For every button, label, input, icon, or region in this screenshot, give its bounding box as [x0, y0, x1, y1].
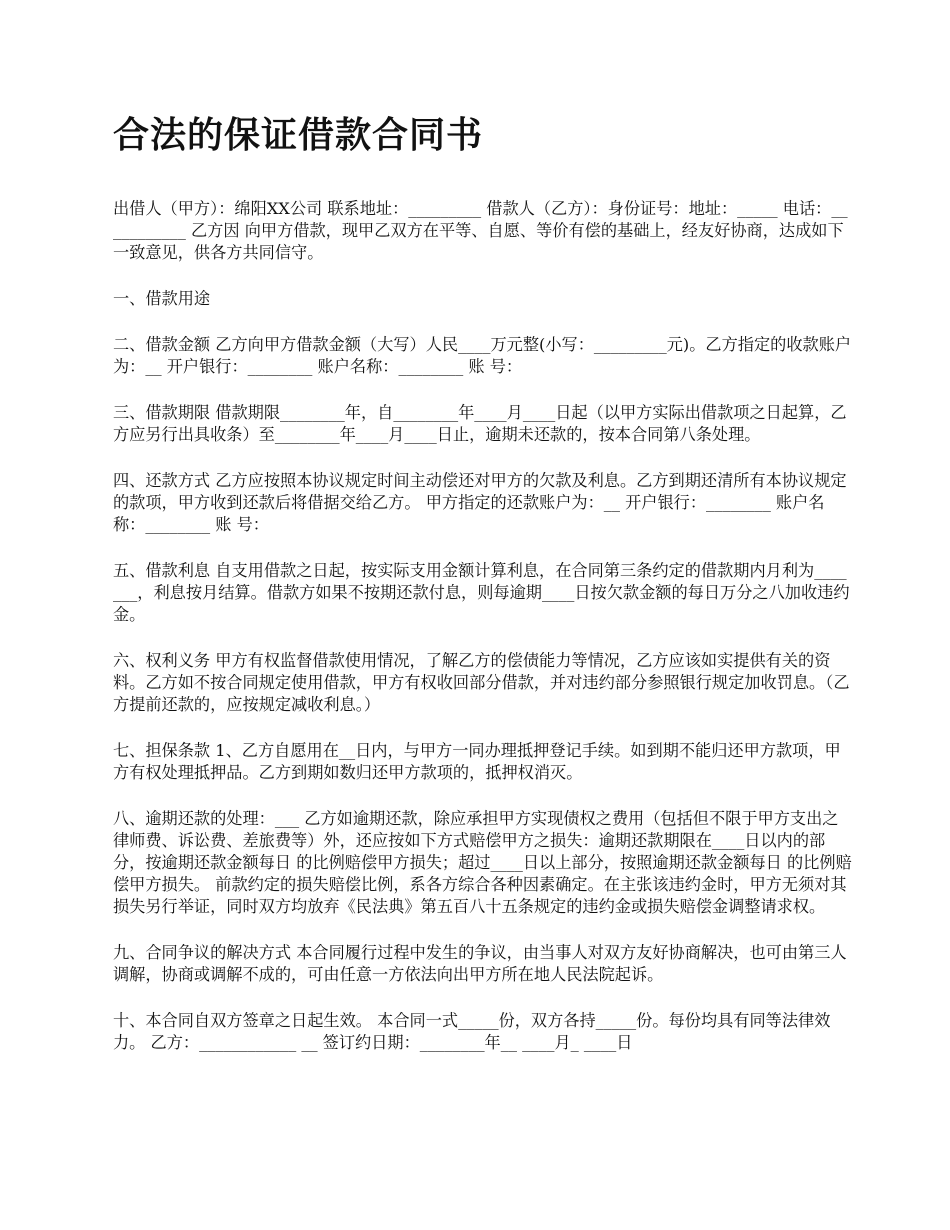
preamble-paragraph: 出借人（甲方）：绵阳XX公司 联系地址：_________ 借款人（乙方）：身份证号：地址：_____ 电话：___________ 乙方因 向甲方借款，现甲乙双方在平等、自愿、等价有偿的基础上，经友好协商，达成如下一致意见，供各方共同信守。: [113, 199, 848, 262]
clause-5-interest: 五、借款利息 自支用借款之日起，按实际支用金额计算利息，在合同第三条约定的借款期内月利为_______，利息按月结算。借款方如果不按期还款付息，则每逾期____日按欠款金额的每日万分之八加收违约金。: [113, 561, 850, 624]
document-title: 合法的保证借款合同书: [113, 114, 484, 156]
clause-6-rights: 六、权利义务 甲方有权监督借款使用情况，了解乙方的偿债能力等情况，乙方应该如实提供有关的资料。乙方如不按合同规定使用借款，甲方有权收回部分借款，并对违约部分参照银行规定加收罚息。（乙方提前还款的，应按规定减收利息。）: [113, 651, 850, 714]
clause-8-overdue: 八、逾期还款的处理：___ 乙方如逾期还款，除应承担甲方实现债权之费用（包括但不限于甲方支出之律师费、诉讼费、差旅费等）外，还应按如下方式赔偿甲方之损失：逾期还款期限在____日以内的部分，按逾期还款金额每日 的比例赔偿甲方损失；超过____日以上部分，按照逾期还款金额每日 的比例赔偿甲方损失。 前款约定的损失赔偿比例，系各方综合各种因素确定。在主张该违约金时，甲方无须对其损失另行举证，同时双方均放弃《民法典》第五百八十五条规定的违约金或损失赔偿金调整请求权。: [113, 809, 852, 916]
clause-4-repayment: 四、还款方式 乙方应按照本协议规定时间主动偿还对甲方的欠款及利息。乙方到期还清所有本协议规定的款项，甲方收到还款后将借据交给乙方。 甲方指定的还款账户为：__ 开户银行：________ 账户名称：________ 账 号：: [113, 471, 847, 534]
clause-7-guarantee: 七、担保条款 1、乙方自愿用在__日内，与甲方一同办理抵押登记手续。如到期不能归还甲方款项，甲方有权处理抵押品。乙方到期如数归还甲方款项的，抵押权消灭。: [113, 741, 841, 782]
clause-3-term: 三、借款期限 借款期限________年，自________年____月____日起（以甲方实际出借款项之日起算，乙方应另行出具收条）至________年____月____日止，逾期未还款的，按本合同第八条处理。: [113, 403, 847, 444]
document-page: [113, 110, 853, 1078]
clause-10-effect: 十、本合同自双方签章之日起生效。 本合同一式_____份，双方各持_____份。每份均具有同等法律效力。 乙方：____________ __ 签订约日期：________年__ ____月_ ____日: [113, 1011, 831, 1052]
clause-2-amount: 二、借款金额 乙方向甲方借款金额（大写）人民____万元整(小写：_________元)。乙方指定的收款账户为：__ 开户银行：________ 账户名称：________ 账 号：: [113, 335, 852, 376]
clause-1-purpose: 一、借款用途: [113, 289, 211, 308]
clause-9-disputes: 九、合同争议的解决方式 本合同履行过程中发生的争议，由当事人对双方友好协商解决，也可由第三人调解，协商或调解不成的，可由任意一方依法向出甲方所在地人民法院起诉。: [113, 943, 847, 984]
